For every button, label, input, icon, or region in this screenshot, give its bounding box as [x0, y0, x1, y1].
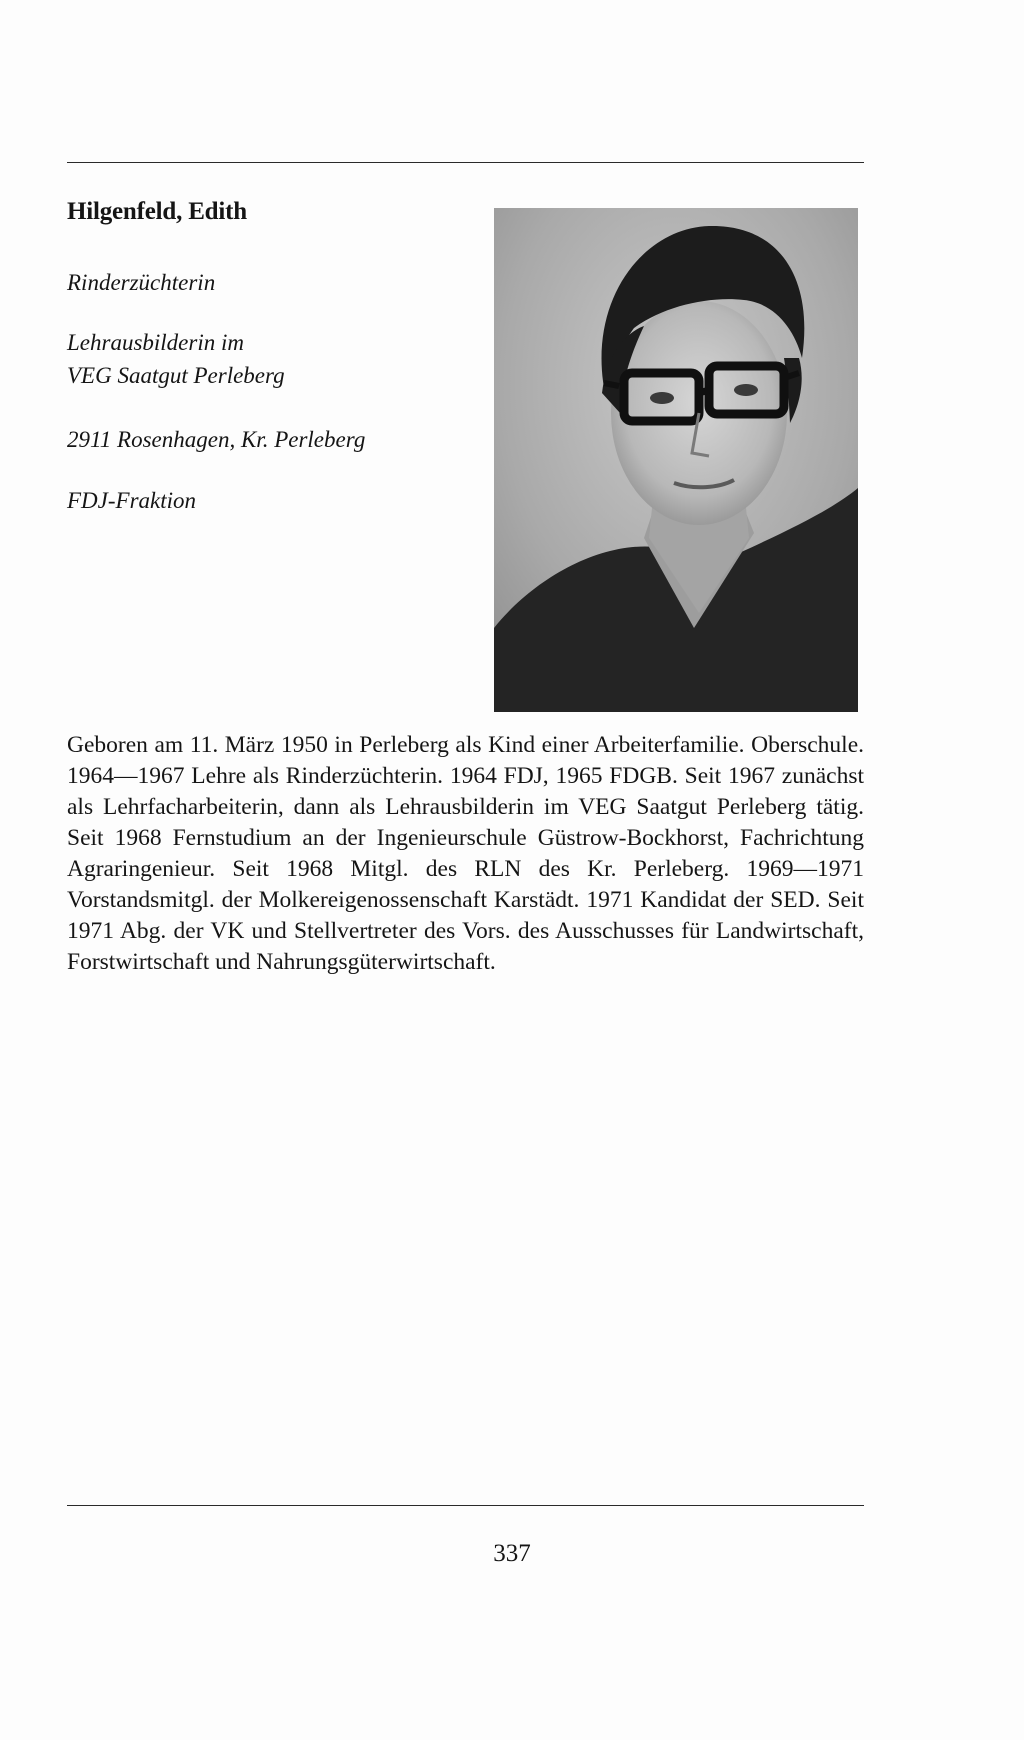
person-name: Hilgenfeld, Edith: [67, 198, 247, 225]
portrait-photo: [494, 208, 858, 712]
workplace-line: VEG Saatgut Perleberg: [67, 363, 285, 388]
workplace-line: Lehrausbilderin im: [67, 330, 244, 355]
address: 2911 Rosenhagen, Kr. Perleberg: [67, 427, 366, 452]
top-rule: [67, 162, 864, 163]
faction: FDJ-Fraktion: [67, 488, 197, 513]
bottom-rule: [67, 1505, 864, 1506]
page-number: 337: [493, 1540, 531, 1567]
profession: Rinderzüchterin: [67, 270, 216, 295]
biography-text: Geboren am 11. März 1950 in Perleberg als Kind einer Arbeiterfamilie. Oberschule. 1964—1967 Lehre als Rinderzüchterin. 1964 FDJ, 1965 FDGB. Seit 1967 zunächst als Lehrfacharbeiterin, dann als Lehrausbilderin im VEG Saatgut Perleberg tätig. Seit 1968 Fernstudium an der Ingenieurschule Güstrow-Bockhorst, Fachrichtung Agraringenieur. Seit 1968 Mitgl. des RLN des Kr. Perleberg. 1969—1971 Vorstandsmitgl. der Molkereigenossenschaft Karstädt. 1971 Kandidat der SED. Seit 1971 Abg. der VK und Stellvertreter des Vors. des Ausschusses für Landwirtschaft, Forstwirtschaft und Nahrungsgüterwirtschaft.: [67, 732, 864, 975]
portrait-photo-icon: [494, 208, 858, 712]
workplace: [67, 326, 285, 392]
